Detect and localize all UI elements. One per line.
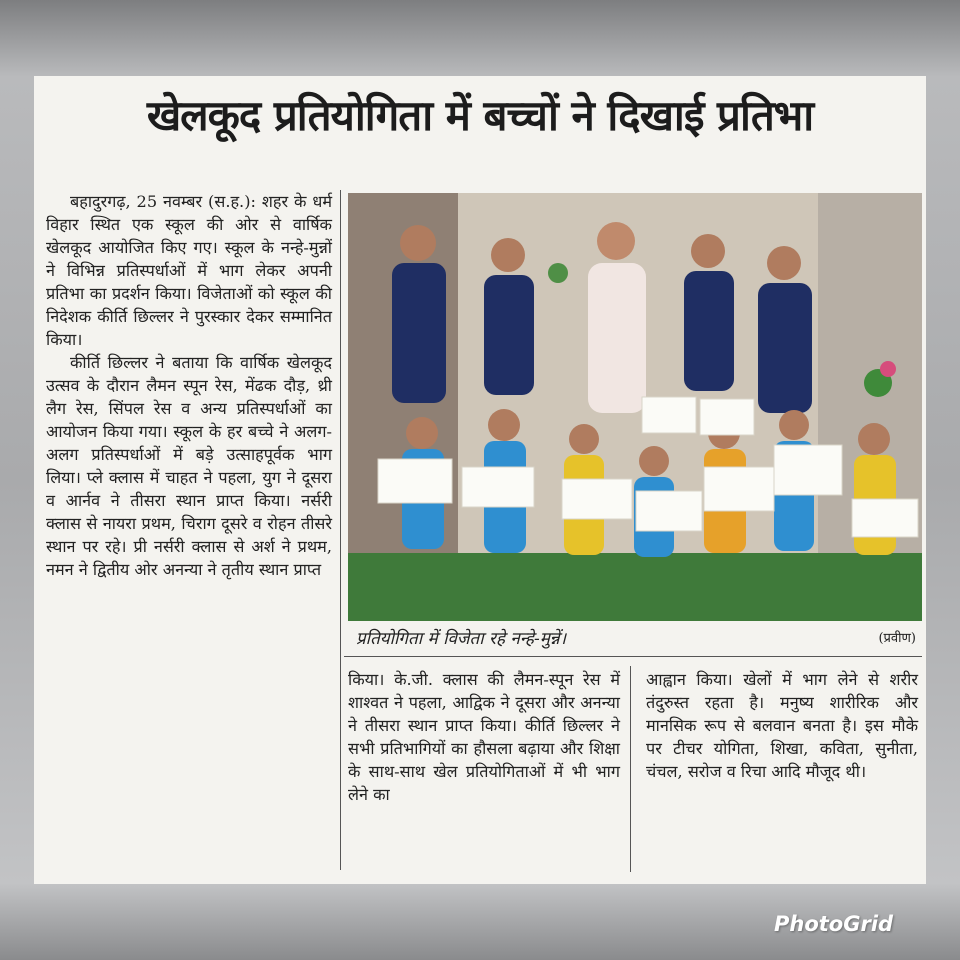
- caption-text: प्रतियोगिता में विजेता रहे नन्हे-मुन्नें।: [356, 629, 567, 649]
- article-column-3: [646, 668, 918, 783]
- photo-caption: [350, 624, 920, 650]
- photo-floor: [348, 553, 922, 621]
- article-column-1: [46, 190, 332, 581]
- article-column-2: [348, 668, 620, 806]
- photo-illustration: [348, 193, 922, 621]
- photogrid-watermark: PhotoGrid: [774, 912, 894, 936]
- caption-divider: [344, 656, 922, 657]
- paragraph-2: कीर्ति छिल्लर ने बताया कि वार्षिक खेलकूद उत्सव के दौरान लैमन स्पून रेस, मेंढक दौड़, थ्री लैग रेस, सिंपल रेस व अन्य प्रतिस्पर्धाओं का आयोजन किया गया। स्कूल के हर बच्चे ने अलग-अलग प्रतिस्पर्धाओं में बड़े उत्साहपूर्वक भाग लिया। प्ले क्लास में चाहत ने पहला, युग ने दूसरा व आर्नव ने तीसरा स्थान प्राप्त किया। नर्सरी क्लास से नायरा प्रथम, चिराग दूसरे व रोहन तीसरे स्थान पर रहे। प्री नर्सरी क्लास से अर्श ने प्रथम, नमन ने द्वितीय ओर अनन्या ने तृतीय स्थान प्राप्त: [46, 353, 332, 579]
- column-divider: [340, 190, 341, 870]
- paragraph-1: बहादुरगढ़, 25 नवम्बर (स.ह.): शहर के धर्म विहार स्थित एक स्कूल की ओर से वार्षिक खेलकूद आयोजित किए गए। स्कूल के नन्हे-मुन्नों ने विभिन्न प्रतिस्पर्धाओं में भाग लेकर अपनी प्रतिभा का प्रदर्शन किया। विजेताओं को स्कूल की निदेशक कीर्ति छिल्लर ने पुरस्कार देकर सम्मानित किया।: [46, 192, 332, 349]
- headline: खेलकूद प्रतियोगिता में बच्चों ने दिखाई प्रतिभा: [146, 91, 814, 140]
- paragraph-3: किया। के.जी. क्लास की लैमन-स्पून रेस में शाश्वत ने पहला, आद्विक ने दूसरा और अनन्या ने तीसरा स्थान प्राप्त किया। कीर्ति छिल्लर ने सभी प्रतिभागियों का हौसला बढ़ाया और शिक्षा के साथ-साथ खेल प्रतियोगिताओं में भी भाग लेने का: [348, 670, 620, 804]
- paragraph-4: आह्वान किया। खेलों में भाग लेने से शरीर तंदुरुस्त रहता है। मनुष्य शारीरिक और मानसिक रूप से बलवान बनता है। इस मौके पर टीचर योगिता, शिखा, कविता, सुनीता, चंचल, सरोज व रिचा आदि मौजूद थी।: [646, 670, 918, 781]
- column-divider-2: [630, 666, 631, 872]
- photo-credit: (प्रवीण): [878, 631, 916, 646]
- newspaper-clipping: [34, 76, 926, 884]
- news-photo: [348, 193, 922, 621]
